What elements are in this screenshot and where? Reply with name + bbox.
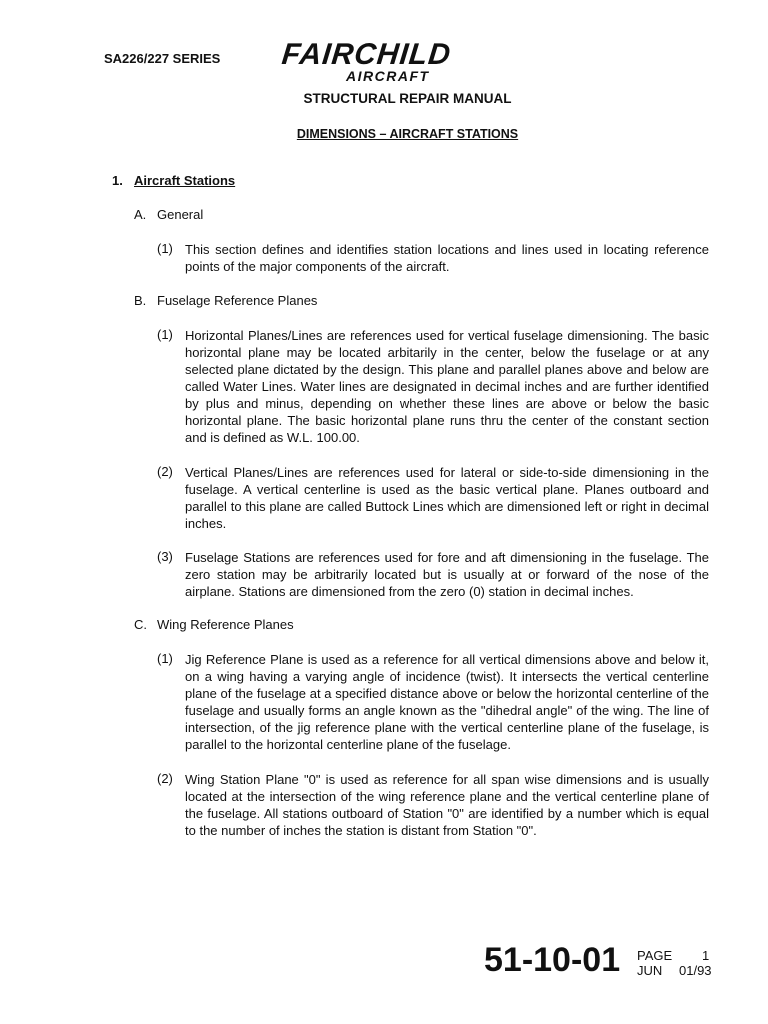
subsection-letter-c: C. [134,617,147,632]
date-value: 01/93 [679,963,712,978]
paragraph-number: (2) [157,464,173,479]
section-number: 1. [112,173,123,188]
aircraft-logo-subtitle: AIRCRAFT [346,68,430,84]
section-heading: Aircraft Stations [134,173,236,188]
paragraph-text: This section defines and identifies station locations and lines used in locating reference points of the major components of the aircraft. [185,242,709,274]
date-month: JUN [637,963,663,978]
paragraph-text: Wing Station Plane "0" is used as reference for all span wise dimensions and is usually located at the intersection of the wing reference plane and the vertical centerline plane of the fuselage. All stations outboard of Station "0" are identified by a number which is equal to the number of inches the station is distant from Station "0". [185,772,709,838]
paragraph-number: (1) [157,651,173,666]
paragraph-number: (1) [157,241,173,256]
paragraph-number: (3) [157,549,173,564]
subsection-heading-wing: Wing Reference Planes [157,617,294,632]
paragraph-text: Jig Reference Plane is used as a reference for all vertical dimensions above and below it, on a wing having a varying angle of incidence (twist). It intersects the vertical centerline plane of the fuselage at a specified distance above or below the horizontal centerline of the fuselage and usually forms an angle known as the "dihedral angle" of the wing. The line of intersection, of the jig reference plane with the vertical centerline plane of the fuselage, is parallel to the horizontal centerline plane of the fuselage. [185,652,709,752]
page-label: PAGE [637,948,673,963]
paragraph-number: (2) [157,771,173,786]
paragraph-text: Vertical Planes/Lines are references used for lateral or side-to-side dimensioning in the fuselage. A vertical centerline is used as the basic vertical plane. Planes outboard and parallel to this plane are called Buttock Lines which are dimensioned left or right in decimal inches. [185,465,709,531]
chapter-code: 51-10-01 [484,941,621,979]
subsection-heading-fuselage: Fuselage Reference Planes [157,293,318,308]
series-label: SA226/227 SERIES [104,51,221,66]
paragraph-text: Fuselage Stations are references used for fore and aft dimensioning in the fuselage. The zero station may be arbitrarily located but is usually at or forward of the nose of the airplane. Stations are dimensioned from the zero (0) station in decimal inches. [185,550,709,599]
paragraph-text: Horizontal Planes/Lines are references used for vertical fuselage dimensioning. The basic horizontal plane may be located arbitarily in the center, below the fuselage or at any selected plane dictated by the design. This plane and parallel planes above and below are called Water Lines. Water lines are designated in decimal inches and are further identified by plus and minus, depending on whether these lines are above or below the basic horizontal plane. The basic horizontal plane runs thru the center of the constant section and is defined as W.L. 100.00. [185,328,709,445]
paragraph-number: (1) [157,327,173,342]
manual-title: STRUCTURAL REPAIR MANUAL [303,91,512,106]
subsection-letter-a: A. [134,207,147,222]
fairchild-logo: FAIRCHILD [280,38,453,71]
page-number: 1 [702,948,710,963]
section-title: DIMENSIONS – AIRCRAFT STATIONS [296,127,519,141]
subsection-heading-general: General [157,207,204,222]
subsection-letter-b: B. [134,293,147,308]
